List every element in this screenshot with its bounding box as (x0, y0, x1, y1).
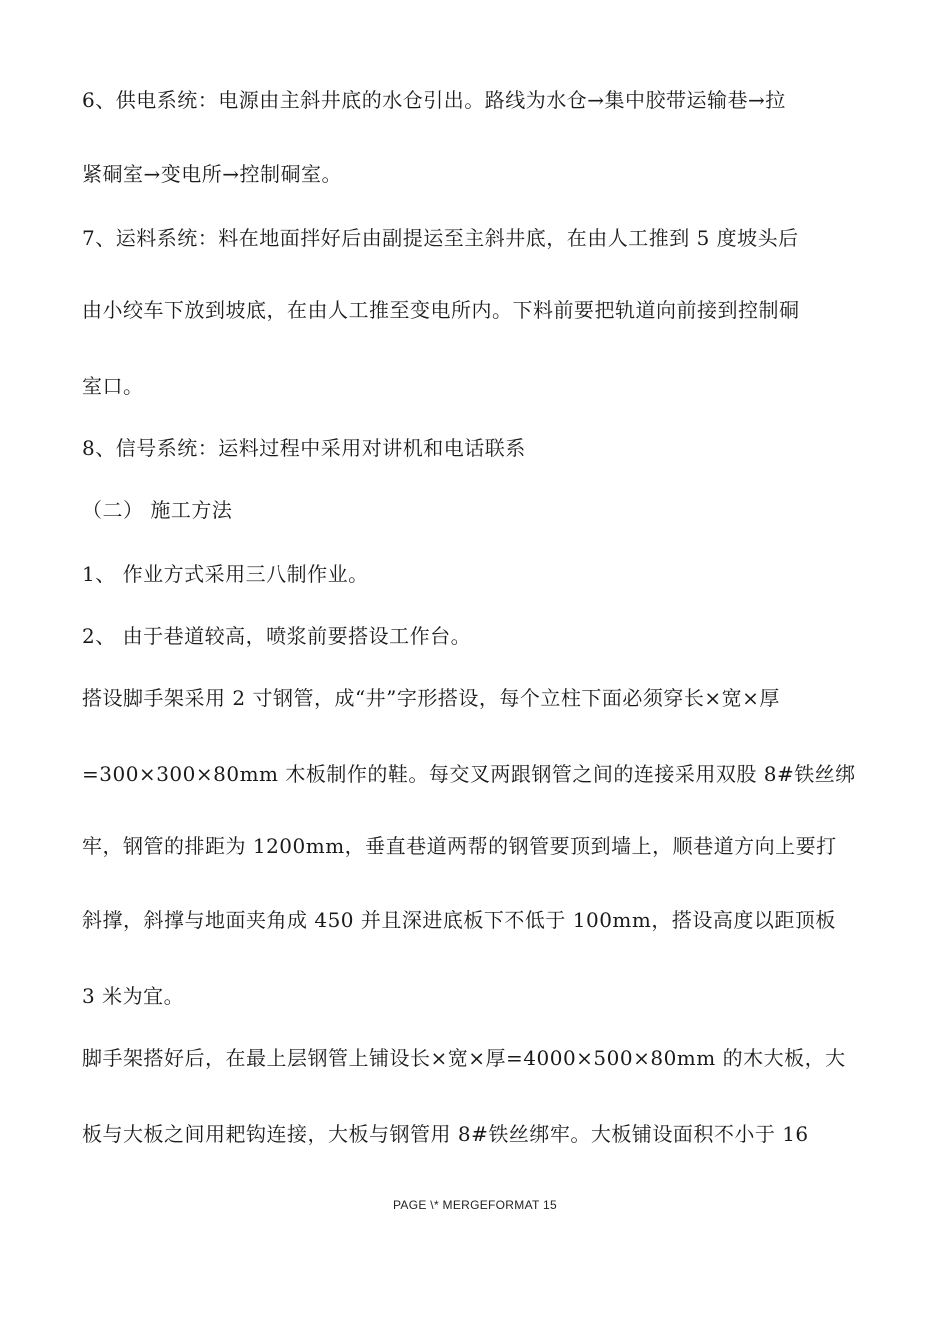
text-line: 由小绞车下放到坡底，在由人工推至变电所内。下料前要把轨道向前接到控制硐 (82, 298, 800, 322)
text-line: =300×300×80mm 木板制作的鞋。每交叉两跟钢管之间的连接采用双股 8#铁丝绑 (82, 762, 856, 786)
text-line: 7、运料系统：料在地面拌好后由副提运至主斜井底，在由人工推到 5 度坡头后 (82, 226, 799, 250)
text-line: 搭设脚手架采用 2 寸钢管，成“井”字形搭设，每个立柱下面必须穿长×宽×厚 (82, 686, 780, 710)
text-line: 斜撑，斜撑与地面夹角成 450 并且深进底板下不低于 100mm，搭设高度以距顶板 (82, 908, 836, 932)
text-line: 2、 由于巷道较高，喷浆前要搭设工作台。 (82, 624, 472, 648)
text-line: 1、 作业方式采用三八制作业。 (82, 562, 369, 586)
text-line: 3 米为宜。 (82, 984, 185, 1008)
text-line: 8、信号系统：运料过程中采用对讲机和电话联系 (82, 436, 526, 460)
text-line: 6、供电系统：电源由主斜井底的水仓引出。路线为水仓→集中胶带运输巷→拉 (82, 88, 786, 112)
text-line: 板与大板之间用耙钩连接，大板与钢管用 8#铁丝绑牢。大板铺设面积不小于 16 (82, 1122, 809, 1146)
text-line: 紧硐室→变电所→控制硐室。 (82, 162, 343, 186)
text-line: 室口。 (82, 374, 144, 398)
section-heading: （二） 施工方法 (82, 498, 233, 522)
text-line: 牢，钢管的排距为 1200mm，垂直巷道两帮的钢管要顶到墙上，顺巷道方向上要打 (82, 834, 837, 858)
page-footer: PAGE \* MERGEFORMAT 15 (393, 1198, 557, 1212)
text-line: 脚手架搭好后，在最上层钢管上铺设长×宽×厚=4000×500×80mm 的木大板，大 (82, 1046, 846, 1070)
